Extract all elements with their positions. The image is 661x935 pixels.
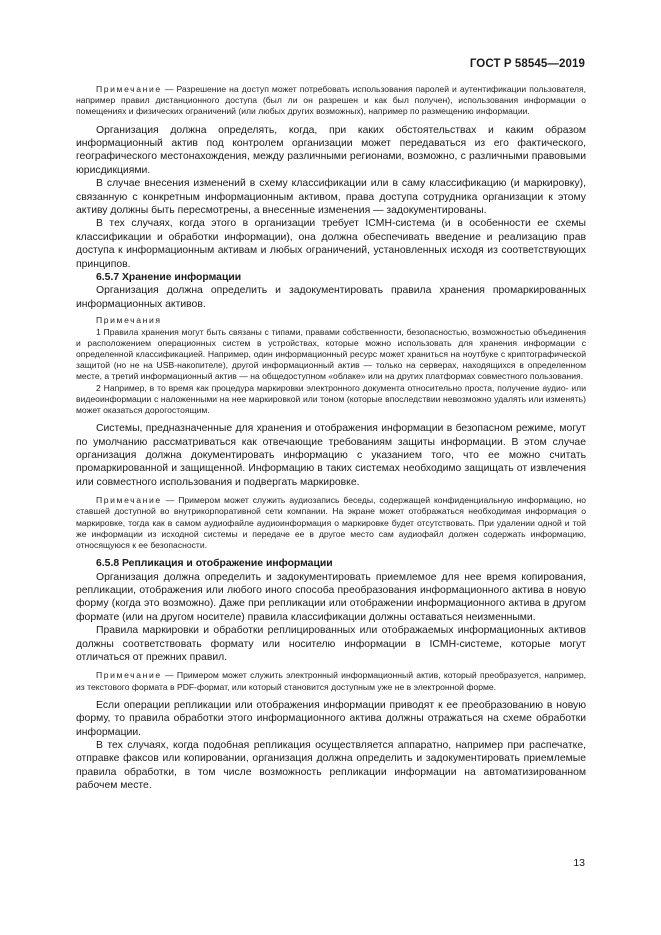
note-access: [76, 84, 586, 118]
note-text: — Примером может служить электронный информационный актив, который преобразуется, например, из текстового формата в PDF-формат, или который становится доступным уже не в электронной форме.: [76, 670, 586, 692]
note-item-2: 2 Например, в то время как процедура маркировки электронного документа относительно проста, получение аудио- или видеоинформации с наложенными на нее маркировкой или тоном (которые впоследствии невозможно удалять или изменять) может оказаться дорогостоящим.: [76, 382, 586, 415]
paragraph: Организация должна определить и задокументировать приемлемое для нее время копирования, репликации, отображения или любого иного способа преобразования информационного актива в новую форму (когда это возможно). Даже при репликации или отображении информационного актива в другом формате (или на другом носителе) правила классификации должны оставаться неизменными.: [76, 571, 586, 623]
page-number: 13: [573, 857, 585, 869]
paragraph: Системы, предназначенные для хранения и отображения информации в безопасном режиме, могут по умолчанию рассматриваться как отвечающие требованиям защиты информации. В этом случае организация должна документировать информацию с указанием того, что ее можно считать промаркированной и защищенной. Информацию в таких системах необходимо защищать от извлечения или совместного использования и подвергать маркировке.: [76, 423, 586, 488]
page-content: [76, 84, 586, 793]
note-audio: [76, 495, 586, 551]
paragraph: В случае внесения изменений в схему классификации или в саму классификацию (и маркировку), связанную с конкретным информационным активом, права доступа сотрудника организации к этому активу должны быть пересмотрены, а внесенные изменения — задокументированы.: [76, 178, 586, 217]
section-heading-6-5-7: 6.5.7 Хранение информации: [96, 272, 242, 284]
paragraph: В тех случаях, когда подобная репликация осуществляется аппаратно, например при распечатке, отправке факсов или копировании, организация должна определить и задокументировать приемлемые правила обработки, в том числе возможность репликации информации на автоматизированном рабочем месте.: [76, 740, 586, 792]
notes-label: Примечания: [96, 315, 162, 326]
note-label: Примечание: [96, 495, 162, 506]
note-label: Примечание: [96, 84, 162, 94]
paragraph: Организация должна определять, когда, при каких обстоятельствах и каким образом информационный актив под контролем организации может передаваться из его фактического, географического местонахождения, между различными регионами, возможно, с различными правовыми юрисдикциями.: [76, 124, 586, 176]
note-text: — Разрешение на доступ может потребовать использования паролей и аутентификации пользователя, например правил дистанционного доступа (был ли он разрешен и как был получен), использования информации о помещениях и физических ограничений (или любых других возможных), например по размещению информации.: [76, 84, 586, 117]
paragraph: Если операции репликации или отображения информации приводят к ее преобразованию в новую форму, то правила обработки этого информационного актива должны отражаться на схеме обработки информации.: [76, 699, 586, 738]
paragraph: Правила маркировки и обработки реплицированных или отображаемых информационных активов должны соответствовать формату или носителю информации в ICMH-системе, которые могут отличаться от прежних правил.: [76, 625, 586, 664]
note-text: — Примером может служить аудиозапись беседы, содержащей конфиденциальную информацию, но ставшей доступной во внутрикорпоративной сети компании. На экране может отображаться необходимая информация о маркировке, тогда как в самом аудиофайле аудиоинформация о маркировке будет отсутствовать. При удалении одной и той же информации из исходной системы и передаче ее в другое место сам аудиофайл должен содержать информацию, относящуюся к ее безопасности.: [76, 495, 587, 550]
note-item-1: 1 Правила хранения могут быть связаны с типами, правами собственности, безопасностью, возможностью объединения и расположением операционных систем в устройствах, которые можно использовать для хранения информации с определенной классификацией. Например, один информационный ресурс может храниться на ноутбуке с криптографической защитой (но не на USB-накопителе), другой информационный актив — только на серверах, находящихся в определенном месте, а третий информационный актив — на общедоступном «облаке» или на других платформах совместного пользования.: [76, 326, 586, 382]
paragraph: В тех случаях, когда этого в организации требует ICMH-система (и в особенности ее схемы классификации и обработки информации), она должна обеспечивать введение и реализацию прав доступа к информационным активам и любых ограничений, установленных исходя из соответствующих принципов.: [76, 218, 586, 270]
paragraph: Организация должна определить и задокументировать правила хранения промаркированных информационных активов.: [76, 285, 586, 310]
note-label: Примечание: [96, 670, 162, 681]
note-pdf: [76, 670, 586, 692]
document-id: ГОСТ Р 58545—2019: [469, 58, 585, 70]
section-heading-6-5-8: 6.5.8 Репликация и отображение информации: [96, 558, 333, 570]
